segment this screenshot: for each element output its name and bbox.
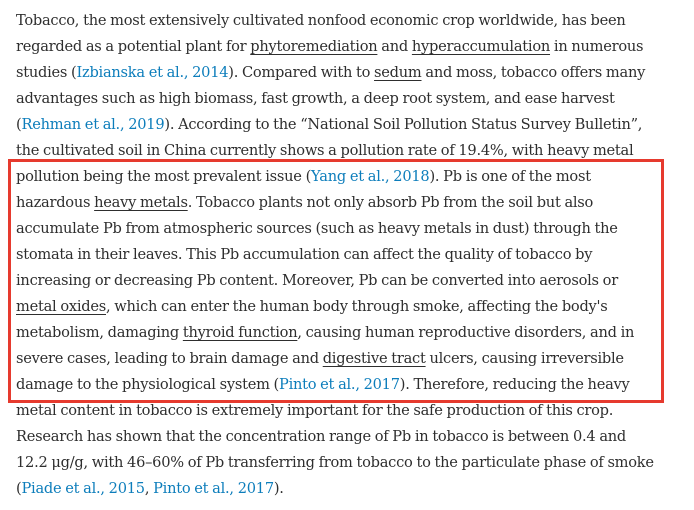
- paragraph-line: [16, 60, 678, 86]
- paragraph-line: [16, 86, 678, 112]
- body-text: ).: [273, 480, 284, 497]
- paragraph-line: [16, 346, 678, 372]
- body-text: accumulate Pb from atmospheric sources (such as heavy metals in dust) through the: [16, 220, 618, 237]
- citation-link-pinto-2017[interactable]: Pinto et al., 2017: [279, 376, 400, 393]
- body-text: ,: [144, 480, 154, 497]
- body-text: metabolism, damaging: [16, 324, 183, 341]
- body-text: , which can enter the human body through smoke, affecting the body's: [106, 298, 608, 315]
- body-text: damage to the physiological system (: [16, 376, 279, 393]
- citation-link-yang-2018[interactable]: Yang et al., 2018: [311, 168, 430, 185]
- body-text: studies (: [16, 64, 77, 81]
- paragraph-line: [16, 190, 678, 216]
- body-text: and: [377, 38, 412, 55]
- paragraph-line: [16, 112, 678, 138]
- citation-link-piade-2015[interactable]: Piade et al., 2015: [21, 480, 145, 497]
- paragraph-line: [16, 138, 678, 164]
- paragraph-line: [16, 424, 678, 450]
- term-link-sedum[interactable]: sedum: [374, 64, 422, 81]
- term-link-digestive-tract[interactable]: digestive tract: [322, 350, 426, 367]
- body-text: ). Therefore, reducing the heavy: [399, 376, 630, 393]
- body-text: ). Compared with to: [228, 64, 375, 81]
- body-text: ulcers, causing irreversible: [425, 350, 624, 367]
- body-text: ). According to the “National Soil Pollution Status Survey Bulletin”,: [164, 116, 643, 133]
- body-text: hazardous: [16, 194, 95, 211]
- citation-link-pinto-2017[interactable]: Pinto et al., 2017: [153, 480, 274, 497]
- body-text: increasing or decreasing Pb content. Moreover, Pb can be converted into aerosols or: [16, 272, 618, 289]
- paragraph-line: [16, 8, 678, 34]
- paragraph-line: [16, 450, 678, 476]
- body-text: metal content in tobacco is extremely important for the safe production of this crop.: [16, 402, 614, 419]
- term-link-heavy-metals[interactable]: heavy metals: [94, 194, 188, 211]
- term-link-hyperaccumulation[interactable]: hyperaccumulation: [411, 38, 551, 55]
- body-text: and moss, tobacco offers many: [421, 64, 646, 81]
- body-text: in numerous: [550, 38, 644, 55]
- paragraph-line: [16, 476, 678, 502]
- paragraph-line: [16, 398, 678, 424]
- paragraph-line: [16, 216, 678, 242]
- body-text: Tobacco, the most extensively cultivated nonfood economic crop worldwide, has been: [16, 12, 626, 29]
- body-text: severe cases, leading to brain damage and: [16, 350, 323, 367]
- term-link-thyroid-function[interactable]: thyroid function: [182, 324, 298, 341]
- body-text: advantages such as high biomass, fast growth, a deep root system, and ease harvest: [16, 90, 615, 107]
- body-text: the cultivated soil in China currently shows a pollution rate of 19.4%, with heavy metal: [16, 142, 634, 159]
- body-text: regarded as a potential plant for: [16, 38, 251, 55]
- term-link-phytoremediation[interactable]: phytoremediation: [250, 38, 378, 55]
- paragraph-line: [16, 164, 678, 190]
- citation-link-izbianska-2014[interactable]: Izbianska et al., 2014: [76, 64, 229, 81]
- citation-link-rehman-2019[interactable]: Rehman et al., 2019: [21, 116, 165, 133]
- paragraph-line: [16, 242, 678, 268]
- body-text: stomata in their leaves. This Pb accumulation can affect the quality of tobacco by: [16, 246, 593, 263]
- paragraph-line: [16, 320, 678, 346]
- term-link-metal-oxides[interactable]: metal oxides: [16, 298, 106, 315]
- body-text: (: [16, 116, 22, 133]
- paragraph-line: [16, 294, 678, 320]
- body-text: . Tobacco plants not only absorb Pb from the soil but also: [187, 194, 594, 211]
- paragraph-line: [16, 372, 678, 398]
- body-text: (: [16, 480, 22, 497]
- body-text: Research has shown that the concentration range of Pb in tobacco is between 0.4 and: [16, 428, 627, 445]
- paragraph-line: [16, 268, 678, 294]
- body-text: ). Pb is one of the most: [429, 168, 591, 185]
- paragraph-line: [16, 34, 678, 60]
- article-paragraph: [16, 8, 678, 502]
- body-text: pollution being the most prevalent issue (: [16, 168, 312, 185]
- body-text: 12.2 μg/g, with 46–60% of Pb transferring from tobacco to the particulate phase of smoke: [16, 454, 654, 471]
- body-text: , causing human reproductive disorders, and in: [297, 324, 635, 341]
